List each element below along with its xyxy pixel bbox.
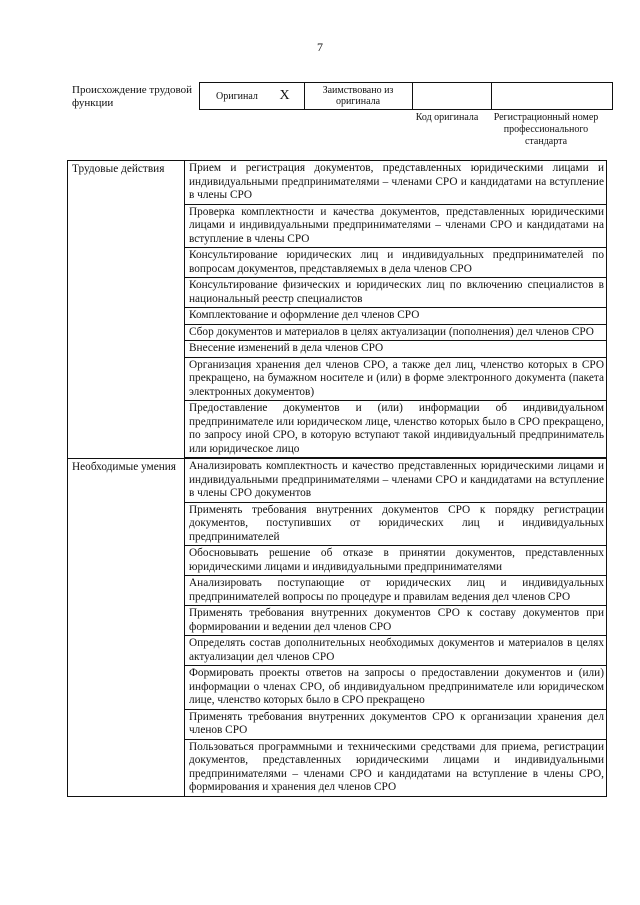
section-item: Применять требования внутренних документов СРО к организации хранения дел членов СРО [185,709,607,739]
section-item: Организация хранения дел членов СРО, а также дел лиц, членство которых в СРО прекращено, на бумажном носителе и (или) в форме электронного документа (пакета электронных документов) [185,357,607,401]
original-label: Оригинал [200,83,266,110]
section-item: Прием и регистрация документов, представленных юридическими лицами и индивидуальными предпринимателями – членами СРО и кандидатами на вступление в члены СРО [185,161,607,205]
original-code-cell [412,83,491,110]
table-row [68,161,607,205]
section-item: Консультирование физических и юридических лиц по включению специалистов в национальный реестр специалистов [185,278,607,308]
page-number: 7 [317,40,323,54]
section-item: Сбор документов и материалов в целях актуализации (пополнения) дел членов СРО [185,324,607,341]
section-item: Обосновывать решение об отказе в принятии документов, представленных юридическими лицами и индивидуальными предпринимателями [185,546,607,576]
section-item: Анализировать поступающие от юридических лиц и индивидуальных предпринимателей вопросы по процедуре и правилам ведения дел членов СРО [185,576,607,606]
section-item: Консультирование юридических лиц и индивидуальных предпринимателей по вопросам документов, представляемых в дела членов СРО [185,248,607,278]
section-item: Проверка комплектности и качества документов, представленных юридическими лицами и индивидуальными предпринимателями – членами СРО и кандидатами на вступление в члены СРО [185,204,607,248]
original-code-caption: Код оригинала [415,112,479,123]
section-item: Внесение изменений в дела членов СРО [185,341,607,358]
registration-number-caption: Регистрационный номер профессионального стандарта [493,112,599,147]
section-item: Анализировать комплектность и качество представленных юридическими лицами и индивидуальными предпринимателями – членами СРО и кандидатами на вступление в члены СРО документов [185,458,607,502]
function-table [67,160,607,797]
section-item: Предоставление документов и (или) информации об индивидуальном предпринимателе или юридическом лице, членство которых было в СРО прекращено, по запросу иной СРО, в которую вступают такой индивидуальный предприниматель или юридическое лицо [185,401,607,459]
section-title: Необходимые умения [68,458,185,796]
section-item: Определять состав дополнительных необходимых документов и материалов в целях актуализации дел членов СРО [185,636,607,666]
registration-number-cell [491,83,612,110]
section-title: Трудовые действия [68,161,185,459]
section-item: Формировать проекты ответов на запросы о предоставлении документов и (или) информации о членах СРО, об индивидуальном предпринимателе или юридическом лице, членство которых было в СРО прекращено [185,666,607,710]
origin-table [199,82,613,110]
table-row [68,458,607,502]
section-item: Применять требования внутренних документов СРО к составу документов при формировании и ведении дел членов СРО [185,606,607,636]
original-mark: X [266,83,305,110]
borrowed-label: Заимствовано из оригинала [304,83,412,110]
origin-label: Происхождение трудовой функции [72,84,193,109]
section-item: Комплектование и оформление дел членов СРО [185,308,607,325]
section-item: Применять требования внутренних документов СРО к порядку регистрации документов, поступивших от юридических лиц и индивидуальных предпринимателей [185,502,607,546]
section-item: Пользоваться программными и техническими средствами для приема, регистрации документов, представленных юридическими лицами и индивидуальными предпринимателями – членами СРО и кандидатами на вступление в члены СРО, формирования и хранения дел членов СРО [185,739,607,796]
